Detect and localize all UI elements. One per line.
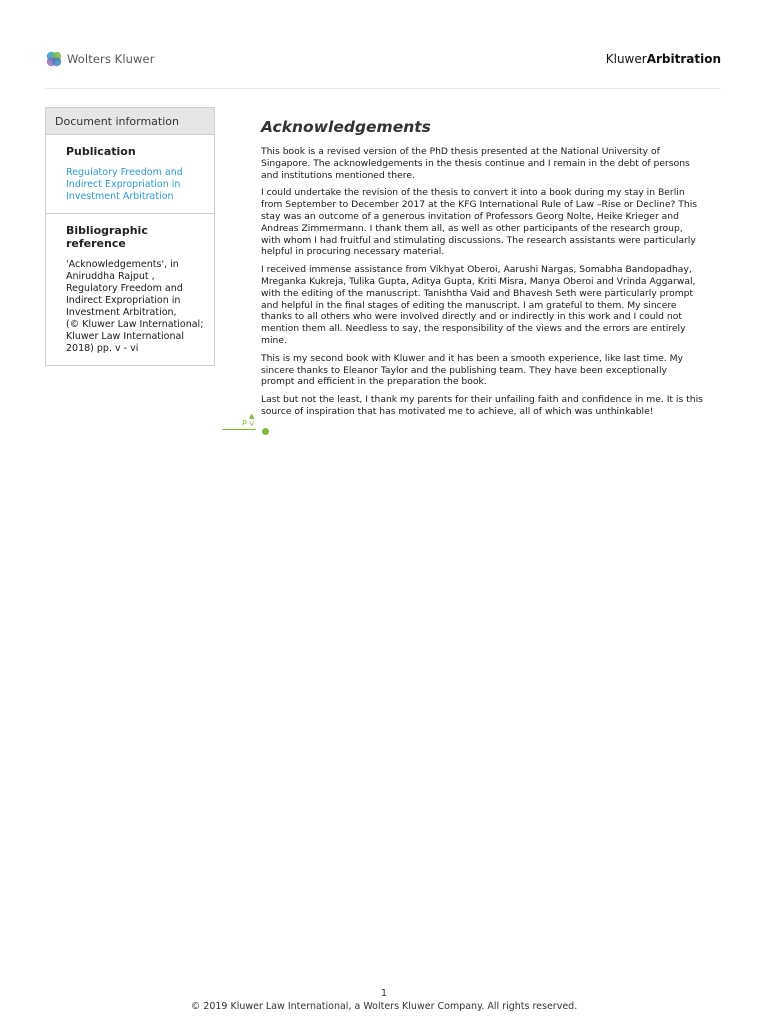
header-divider xyxy=(45,88,721,89)
paragraph: This is my second book with Kluwer and it has been a smooth experience, like last time. My sincere thanks to Eleanor Taylor and the publishing team. They have been exceptionally prompt and efficient in the preparation the book. xyxy=(261,352,684,388)
page-footer xyxy=(0,988,768,1012)
bibliographic-line: (© Kluwer Law International; xyxy=(66,319,204,330)
publication-section xyxy=(46,135,214,214)
triangle-up-icon: ▲ xyxy=(249,412,255,420)
page-marker-line xyxy=(222,429,256,430)
main-content xyxy=(261,118,703,424)
paragraph: This book is a revised version of the PhD thesis presented at the National University of Singapore. The acknowledgements in the thesis continue and I remain in the debt of persons and institutions mentioned there. xyxy=(261,146,690,181)
bibliographic-line: Indirect Expropriation in xyxy=(66,295,181,306)
page-marker[interactable] xyxy=(222,413,272,437)
bibliographic-line: Kluwer Law International xyxy=(66,331,184,342)
publication-link[interactable] xyxy=(66,167,206,203)
bibliographic-line: Investment Arbitration, xyxy=(66,307,177,318)
bibliographic-line: 2018) pp. v - vi xyxy=(66,343,139,354)
page-title: Acknowledgements xyxy=(261,118,431,136)
publication-title: Publication xyxy=(66,145,136,158)
bibliographic-line: Regulatory Freedom and xyxy=(66,283,183,294)
logo-text: Wolters Kluwer xyxy=(67,52,155,66)
wolters-kluwer-logo-icon xyxy=(45,50,63,68)
copyright-notice: © 2019 Kluwer Law International, a Wolters Kluwer Company. All rights reserved. xyxy=(190,1001,578,1012)
publication-link-line: Investment Arbitration xyxy=(66,191,174,202)
paragraph: Last but not the least, I thank my parents for their unfailing faith and confidence in me. It is this source of inspiration that has motivated me to achieve, all of which was unthinkable! xyxy=(261,394,703,417)
brand-bold: Arbitration xyxy=(646,52,721,66)
page-marker-dot xyxy=(262,428,269,435)
bibliographic-section xyxy=(46,214,214,365)
paragraph: I received immense assistance from Vikhyat Oberoi, Aarushi Nargas, Somabha Bandopadhay, Mreganka Kukreja, Tulika Gupta, Aditya Gupta, Kriti Misra, Manya Oberoi and Vrinda Aggarwal, with the editing of the manuscript. Tanishtha Vaid and Bhavesh Seth were particularly prompt and helpful in the final stages of editing the manuscript. I am grateful to them. My sincere thanks to all others who were involved directly and or indirectly in this work and I could not mention them all. Needless to say, the responsibility of the views and the errors are entirely mine. xyxy=(261,264,696,346)
brand-light: Kluwer xyxy=(605,52,647,66)
page-marker-label: P v xyxy=(242,419,255,428)
wolters-kluwer-logo[interactable] xyxy=(45,50,155,68)
bibliographic-reference xyxy=(66,259,206,355)
page-number: 1 xyxy=(380,988,388,999)
bibliographic-line: 'Acknowledgements', in xyxy=(66,259,179,270)
document-info-heading: Document information xyxy=(46,108,214,135)
page-header xyxy=(45,50,721,70)
kluwer-arbitration-brand[interactable] xyxy=(606,52,721,66)
publication-link-line: Indirect Expropriation in xyxy=(66,179,181,190)
document-info-panel xyxy=(45,107,215,366)
paragraph: I could undertake the revision of the thesis to convert it into a book during my stay in Berlin from September to December 2017 at the KFG International Rule of Law –Rise or Decline? This stay was an outcome of a generous invitation of Professors Georg Nolte, Heike Krieger and Andreas Zimmermann. I thank them all, as well as other participants of the research group, with whom I had fruitful and stimulating discussions. The research assistants were particularly helpful in procuring necessary material. xyxy=(261,187,698,258)
bibliographic-title: Bibliographic reference xyxy=(66,224,148,250)
bibliographic-line: Aniruddha Rajput , xyxy=(66,271,155,282)
publication-link-line: Regulatory Freedom and xyxy=(66,167,183,178)
